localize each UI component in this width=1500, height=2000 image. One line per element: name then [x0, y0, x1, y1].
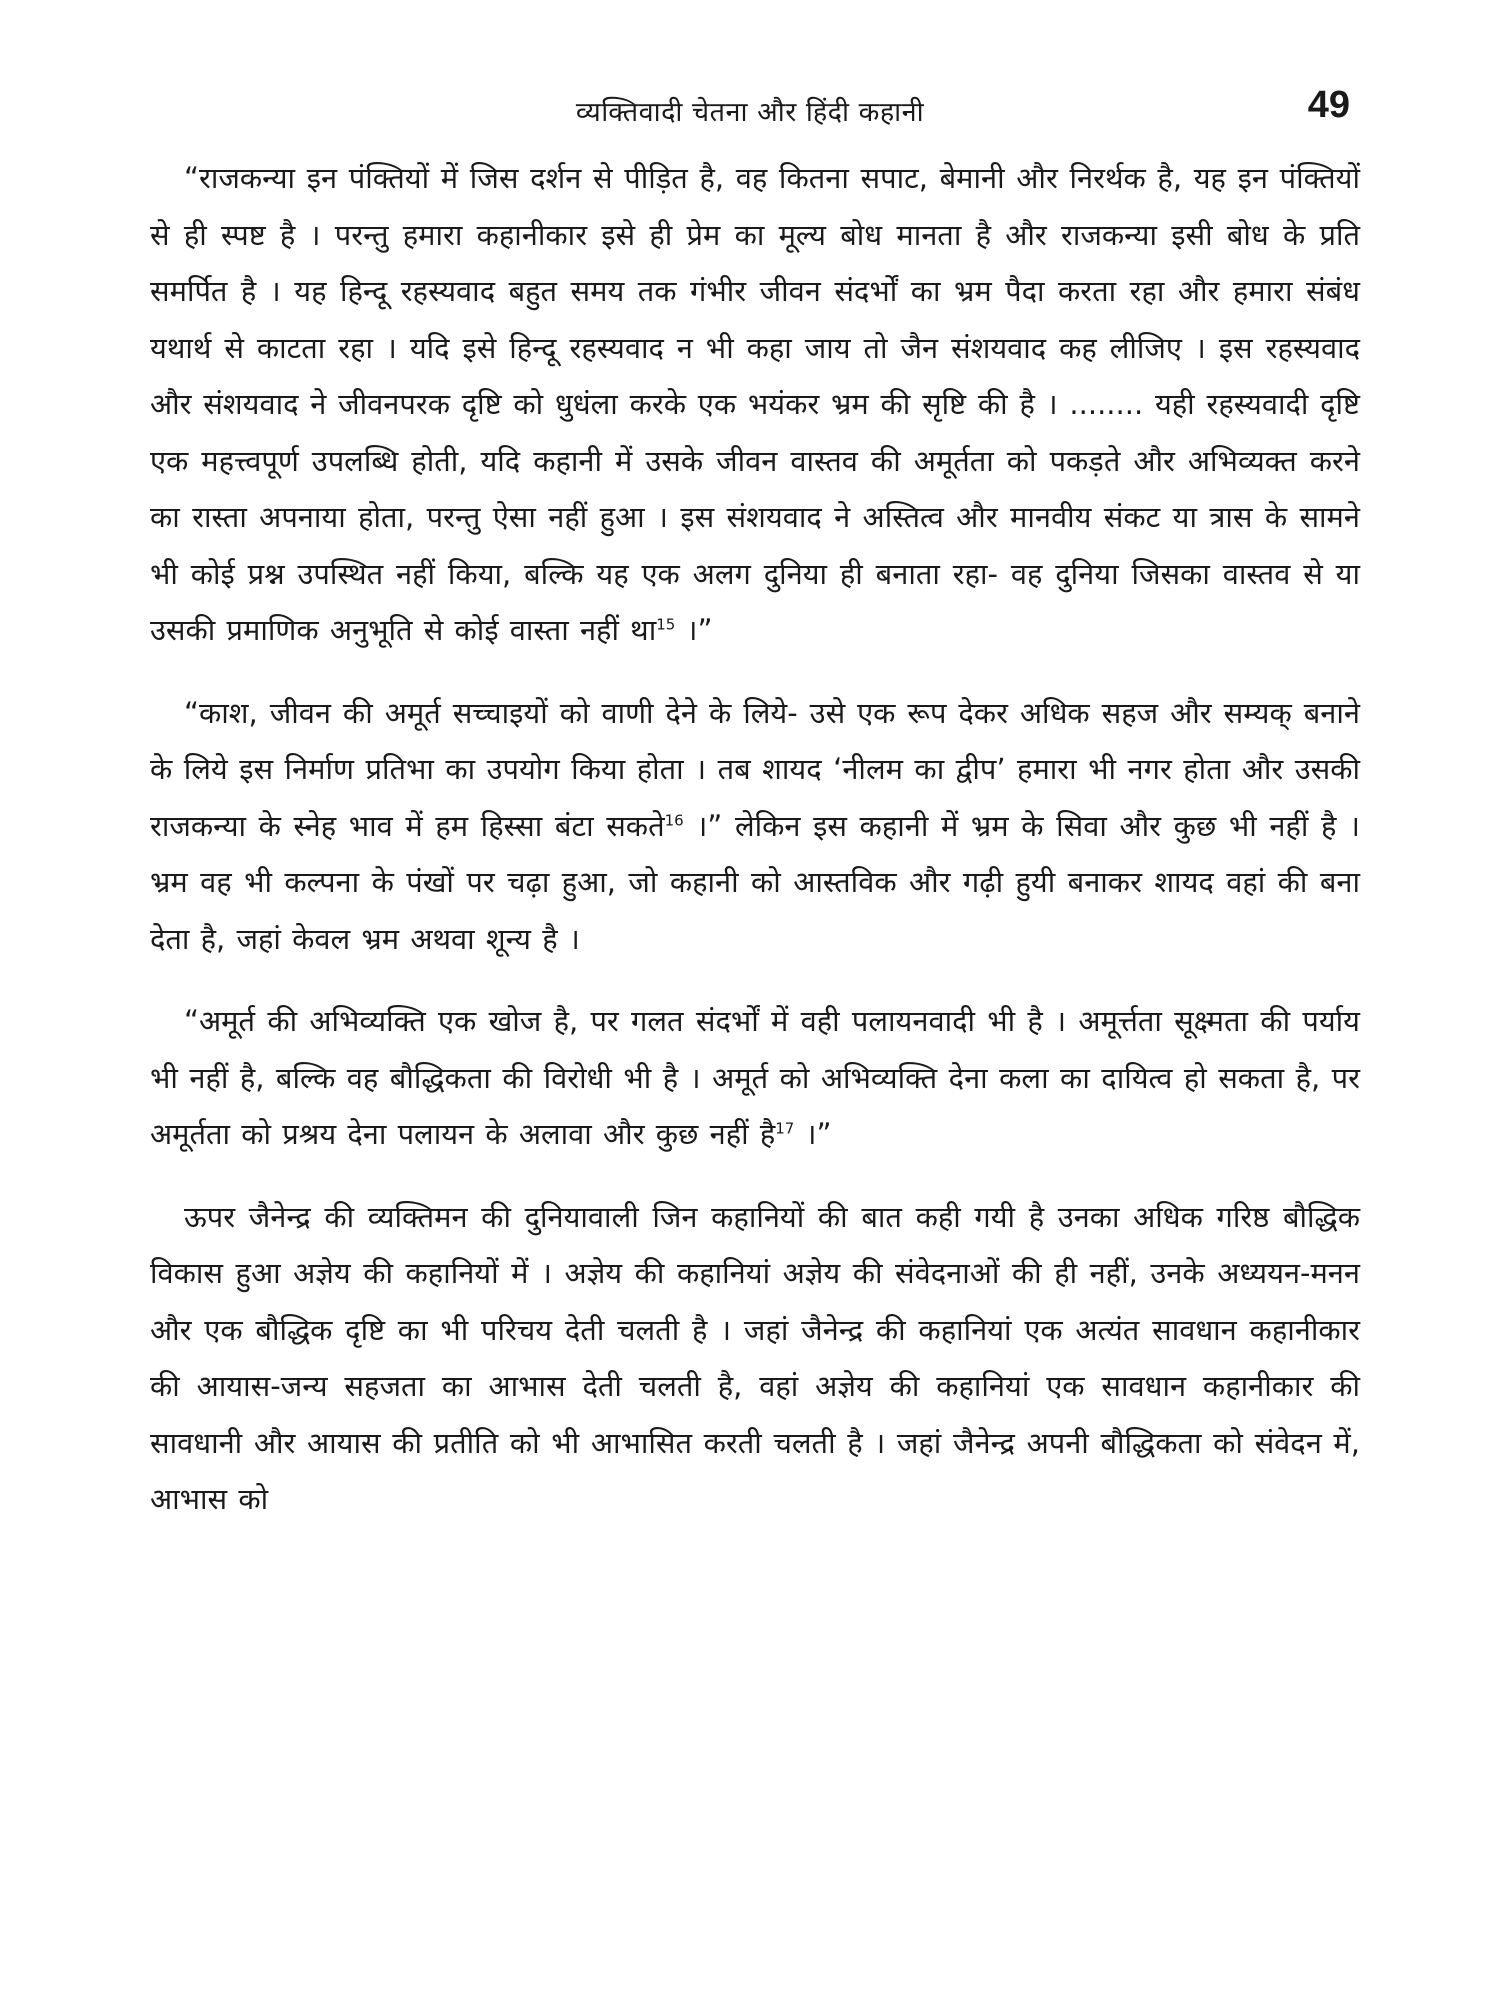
paragraph-text: ऊपर जैनेन्द्र की व्यक्तिमन की दुनियावाली जिन कहानियों की बात कही गयी है उनका अधिक गरिष्ठ बौद्धिक विकास हुआ अज्ञेय की कहानियों में । अज्ञेय की कहानियां अज्ञेय की संवेदनाओं की ही नहीं, उनके अध्ययन-मनन और एक बौद्धिक दृष्टि का भी परिचय देती चलती है । जहां जैनेन्द्र की कहानियां एक अत्यंत सावधान कहानीकार की आयास-जन्य सहजता का आभास देती चलती है, वहां अज्ञेय की कहानियां एक सावधान कहानीकार की सावधानी और आयास की प्रतीति को भी आभासित करती चलती है । जहां जैनेन्द्र अपनी बौद्धिकता को संवेदन में, आभास को	[150, 1199, 1360, 1516]
paragraph-tail: ।”	[675, 613, 713, 647]
page-number: 49	[1307, 84, 1350, 126]
footnote-marker: 16	[664, 810, 684, 829]
paragraph-text: “अमूर्त की अभिव्यक्ति एक खोज है, पर गलत संदर्भों में वही पलायनवादी भी है । अमूर्त्तता सूक्ष्मता की पर्याय भी नहीं है, बल्कि वह बौद्धिकता की विरोधी भी है । अमूर्त को अभिव्यक्ति देना कला का दायित्व हो सकता है, पर अमूर्तता को प्रश्रय देना पलायन के अलावा और कुछ नहीं है	[150, 1004, 1360, 1151]
running-header-title: व्यक्तिवादी चेतना और हिंदी कहानी	[575, 97, 925, 128]
quote-paragraph-2	[150, 685, 1360, 968]
footnote-marker: 15	[656, 615, 676, 634]
body-text	[150, 150, 1360, 1528]
quote-paragraph-1	[150, 150, 1360, 659]
paragraph-text: “काश, जीवन की अमूर्त सच्चाइयों को वाणी देने के लिये- उसे एक रूप देकर अधिक सहज और सम्यक् बनाने के लिये इस निर्माण प्रतिभा का उपयोग किया होता । तब शायद ‘नीलम का द्वीप’ हमारा भी नगर होता और उसकी राजकन्या के स्नेह भाव में हम हिस्सा बंटा सकते	[150, 695, 1360, 843]
paragraph-tail: ।”	[794, 1117, 832, 1151]
footnote-marker: 17	[775, 1119, 795, 1138]
paragraph-text: “राजकन्या इन पंक्तियों में जिस दर्शन से पीड़ित है, वह कितना सपाट, बेमानी और निरर्थक है, यह इन पंक्तियों से ही स्पष्ट है । परन्तु हमारा कहानीकार इसे ही प्रेम का मूल्य बोध मानता है और राजकन्या इसी बोध के प्रति समर्पित है । यह हिन्दू रहस्यवाद बहुत समय तक गंभीर जीवन संदर्भों का भ्रम पैदा करता रहा और हमारा संबंध यथार्थ से काटता रहा । यदि इसे हिन्दू रहस्यवाद न भी कहा जाय तो जैन संशयवाद कह लीजिए । इस रहस्यवाद और संशयवाद ने जीवनपरक दृष्टि को धुधंला करके एक भयंकर भ्रम की सृष्टि की है । ........ यही रहस्यवादी दृष्टि एक महत्त्वपूर्ण उपलब्धि होती, यदि कहानी में उसके जीवन वास्तव की अमूर्तता को पकड़ते और अभिव्यक्त करने का रास्ता अपनाया होता, परन्तु ऐसा नहीं हुआ । इस संशयवाद ने अस्तित्व और मानवीय संकट या त्रास के सामने भी कोई प्रश्न उपस्थित नहीं किया, बल्कि यह एक अलग दुनिया ही बनाता रहा- वह दुनिया जिसका वास्तव से या उसकी प्रमाणिक अनुभूति से कोई वास्ता नहीं था	[150, 161, 1360, 647]
quote-paragraph-3	[150, 993, 1360, 1163]
paragraph-tail: ।” लेकिन इस कहानी में भ्रम के सिवा और कुछ भी नहीं है । भ्रम वह भी कल्पना के पंखों पर चढ़ा हुआ, जो कहानी को आस्तविक और गढ़ी हुयी बनाकर शायद वहां की बना देता है, जहां केवल भ्रम अथवा शून्य है ।	[150, 808, 1360, 956]
body-paragraph-4	[150, 1189, 1360, 1528]
